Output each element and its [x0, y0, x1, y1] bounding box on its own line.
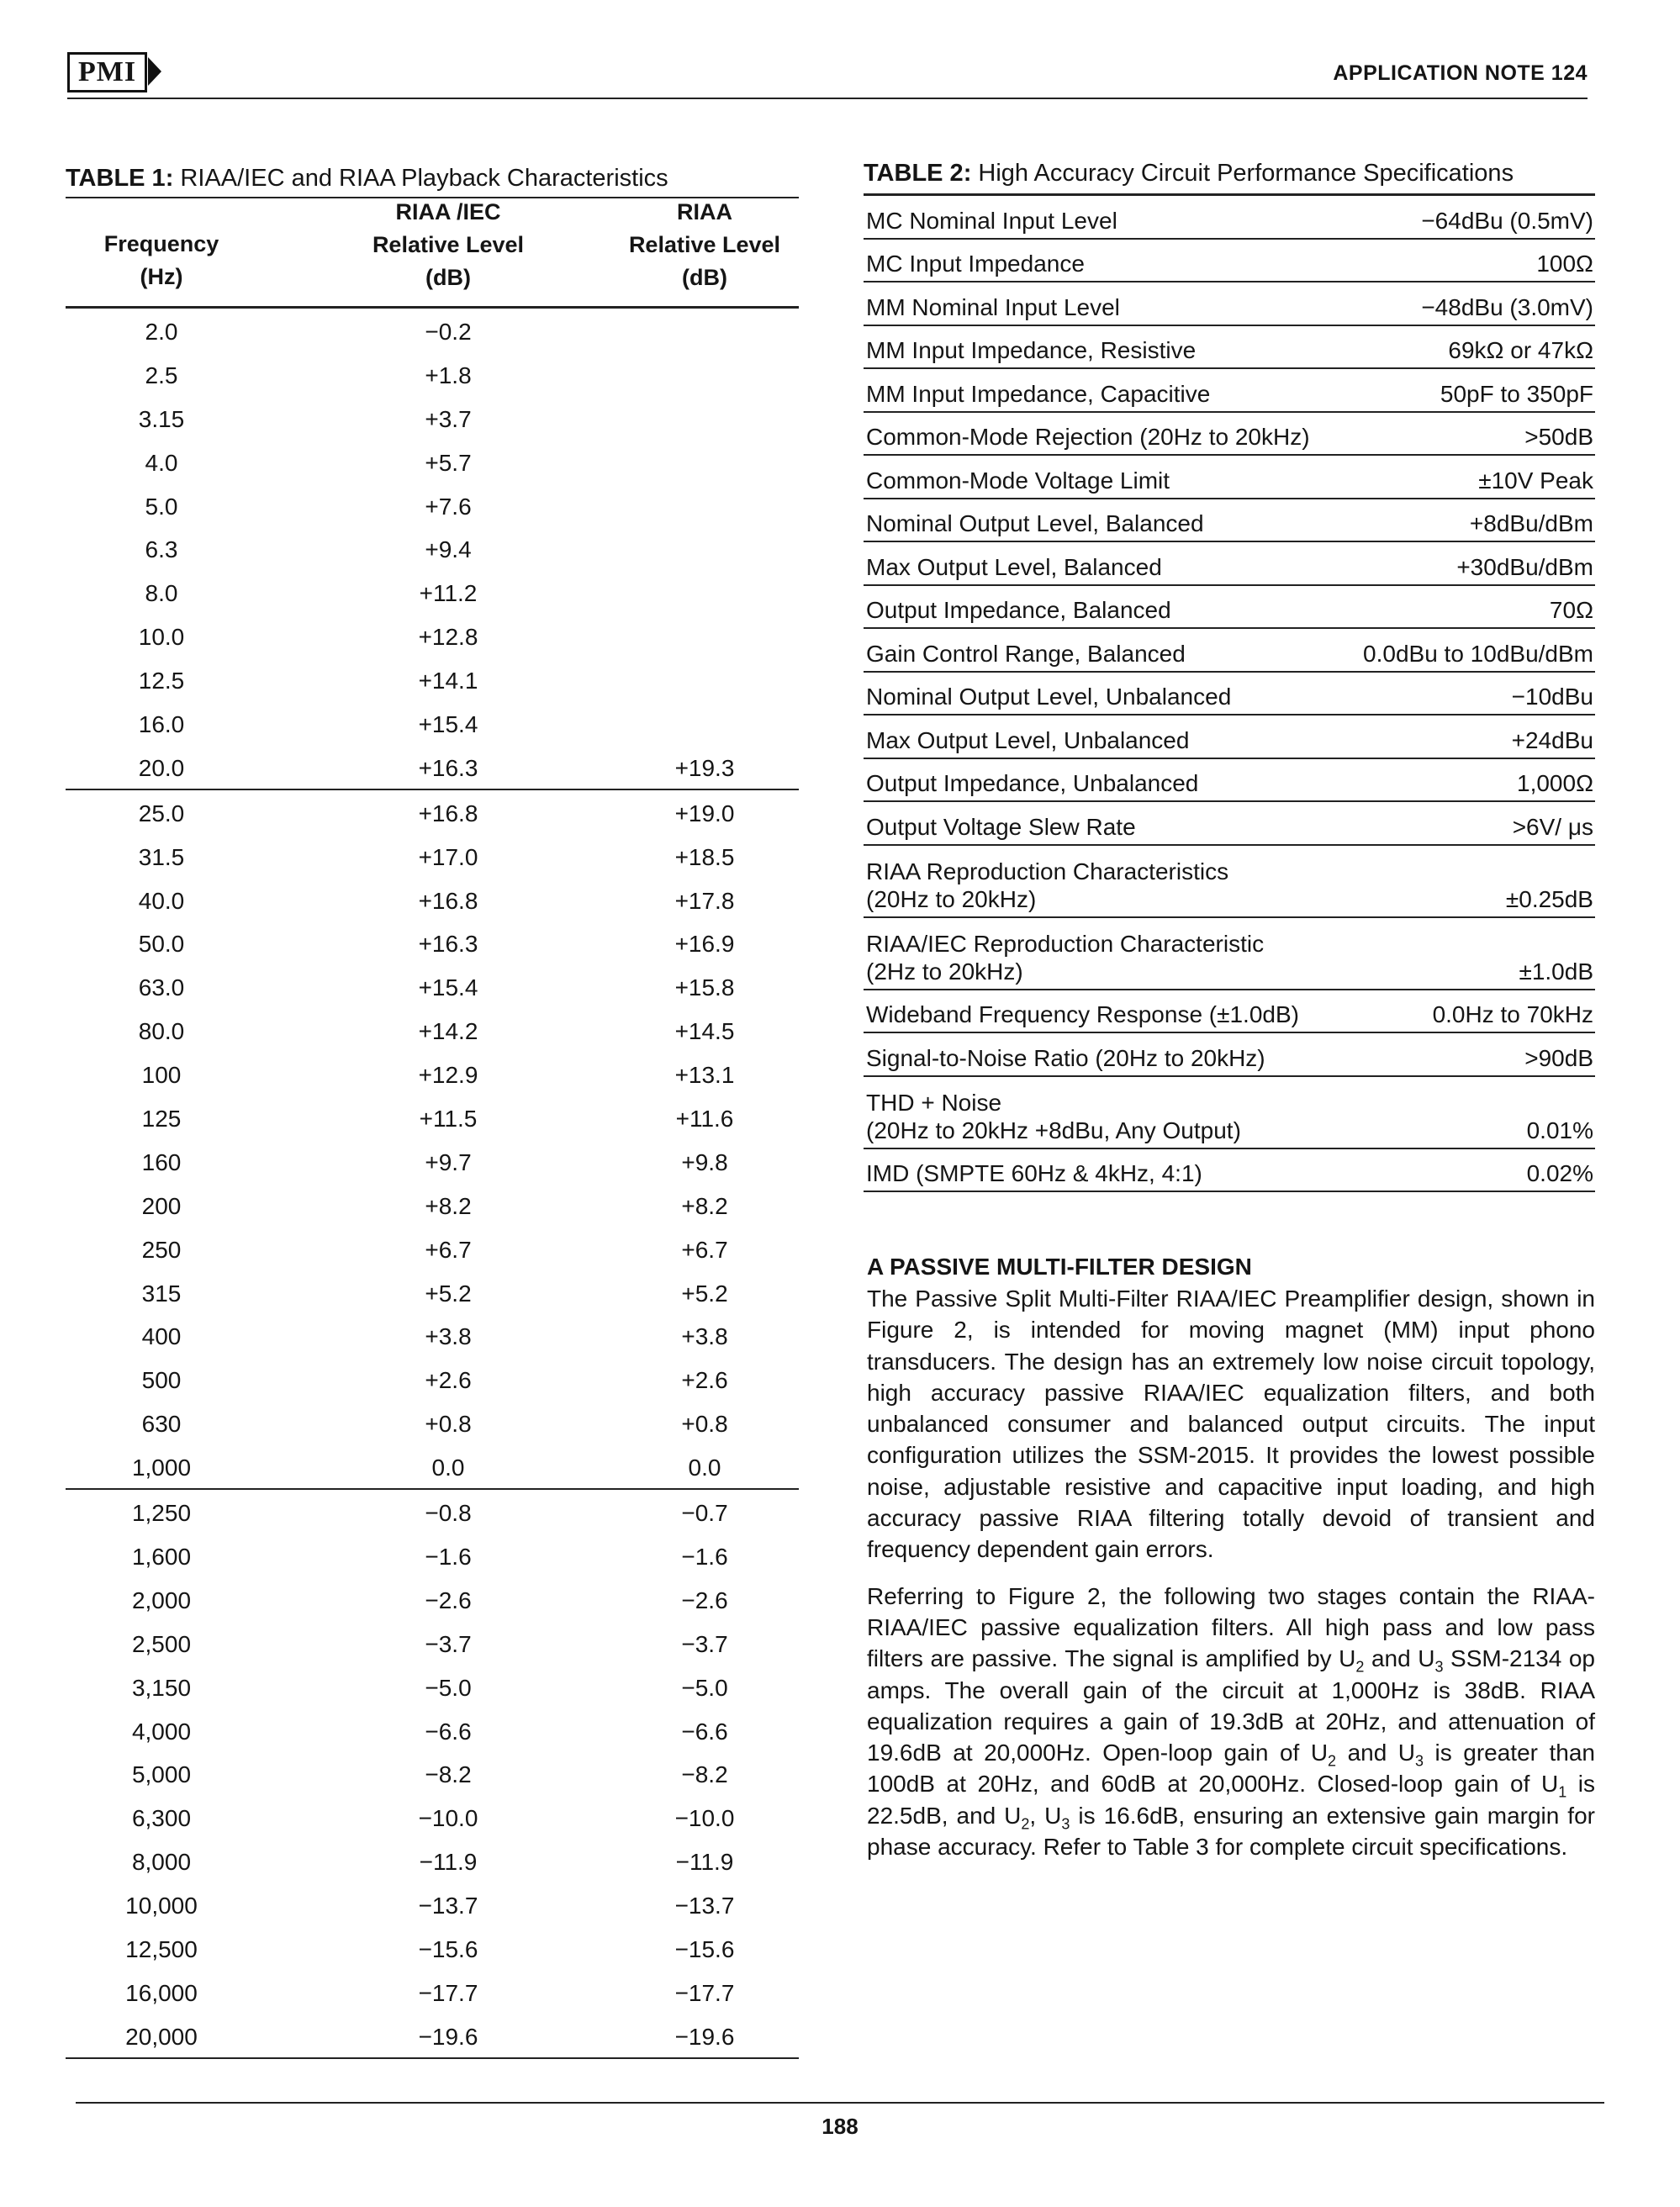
spec-label-line2: (20Hz to 20kHz)	[866, 885, 1037, 912]
spec-label-line1: MM Input Impedance, Capacitive	[866, 380, 1211, 407]
cell-riaa: +19.0	[674, 800, 735, 826]
spec-row	[864, 240, 1595, 283]
table-row	[66, 396, 799, 440]
spec-row	[864, 542, 1595, 586]
cell-frequency: 2,500	[131, 1630, 192, 1657]
cell-riaa-iec: +5.7	[425, 449, 472, 476]
cell-frequency: 200	[141, 1192, 182, 1219]
cell-frequency: 1,250	[131, 1500, 192, 1527]
cell-riaa-iec: −6.6	[425, 1718, 472, 1745]
table-row	[66, 701, 799, 745]
cell-frequency: 8.0	[145, 580, 178, 607]
cell-riaa-iec: +5.2	[425, 1280, 472, 1307]
spec-row	[864, 499, 1595, 543]
cell-frequency: 125	[141, 1106, 182, 1133]
spec-row	[864, 1033, 1595, 1077]
cell-riaa: −13.7	[674, 1893, 735, 1919]
spec-row	[864, 326, 1595, 370]
cell-riaa-iec: +9.4	[425, 536, 472, 563]
cell-frequency: 16.0	[138, 711, 185, 738]
cell-riaa-iec: +1.8	[425, 362, 472, 388]
spec-row	[864, 759, 1595, 803]
spec-row	[864, 846, 1595, 918]
cell-riaa-iec: +3.7	[425, 405, 472, 432]
table-row	[66, 570, 799, 614]
cell-frequency: 3.15	[138, 405, 185, 432]
spec-row	[864, 990, 1595, 1034]
cell-riaa-iec: +15.4	[418, 974, 478, 1001]
cell-frequency: 16,000	[125, 1979, 198, 2006]
cell-frequency: 80.0	[138, 1018, 185, 1045]
cell-riaa: +14.5	[674, 1018, 735, 1045]
cell-riaa: +6.7	[681, 1236, 728, 1263]
cell-riaa-iec: +17.0	[418, 843, 478, 870]
table-row	[66, 309, 799, 352]
page-number: 188	[822, 2114, 858, 2139]
paragraph-2: Referring to Figure 2, the following two stages contain the RIAA-RIAA/IEC passive equalization filters. All high pass and low pass filters are passive. The signal is amplified by $U_2$ and $U_3$ SSM-2134 op amps. The overall gain of the circuit at 1,000Hz is 38dB. RIAA equalization requires a gain of 19.3dB at 20Hz, and attenuation of 19.6dB at 20,000Hz. Open-loop gain of $U_2$ and $U_3$ is greater than 100dB at 20Hz, and 60dB at 20,000Hz. Closed-loop gain of $U_1$ is 22.5dB, and $U_2$, $U_3$ is 16.6dB, ensuring an extensive gain margin for phase accuracy. Refer to Table 3 for complete circuit specifications.	[867, 1582, 1595, 1861]
table-row	[66, 1926, 799, 1970]
cell-riaa: −17.7	[674, 1979, 735, 2006]
spec-row	[864, 1077, 1595, 1149]
spec-row	[864, 802, 1595, 846]
table-2-caption	[864, 155, 1595, 196]
table-1-header	[66, 197, 799, 309]
spec-row	[864, 918, 1595, 990]
table-row	[66, 1970, 799, 2014]
cell-riaa: −11.9	[675, 1849, 734, 1876]
table-row	[66, 1577, 799, 1621]
table-row	[66, 1444, 799, 1490]
table-row	[66, 1751, 799, 1795]
cell-riaa: −5.0	[681, 1674, 728, 1701]
cell-riaa-iec: −17.7	[418, 1979, 478, 2006]
cell-riaa-iec: 0.0	[431, 1455, 465, 1481]
cell-riaa-iec: +16.3	[418, 754, 478, 781]
cell-frequency: 250	[141, 1236, 182, 1263]
cell-frequency: 1,600	[131, 1543, 192, 1570]
table-row	[66, 745, 799, 790]
spec-label-line1: Max Output Level, Unbalanced	[866, 726, 1190, 753]
header-frequency	[66, 228, 257, 293]
spec-label	[866, 769, 1198, 797]
table-row	[66, 790, 799, 834]
footer-rule	[76, 2102, 1604, 2104]
cell-riaa: −8.2	[681, 1761, 728, 1788]
cell-frequency: 1,000	[131, 1455, 192, 1481]
cell-riaa-iec: +16.8	[418, 800, 478, 826]
cell-riaa: −15.6	[674, 1935, 735, 1962]
table-row	[66, 1052, 799, 1096]
spec-label	[866, 930, 1264, 985]
cell-riaa-iec: +8.2	[425, 1192, 472, 1219]
table-row	[66, 1882, 799, 1926]
spec-label-line1: MC Nominal Input Level	[866, 207, 1117, 234]
spec-value: ±0.25dB	[1505, 885, 1593, 912]
cell-frequency: 31.5	[138, 843, 185, 870]
table-row	[66, 964, 799, 1008]
spec-label	[866, 1159, 1202, 1187]
spec-row	[864, 456, 1595, 499]
cell-frequency: 500	[141, 1367, 182, 1394]
spec-row	[864, 196, 1595, 240]
cell-riaa-iec: −1.6	[425, 1543, 472, 1570]
cell-frequency: 4.0	[145, 449, 178, 476]
cell-riaa: +3.8	[681, 1323, 728, 1350]
spec-value: >6V/ μs	[1512, 813, 1593, 840]
cell-riaa: +15.8	[674, 974, 735, 1001]
spec-label-line1: Output Impedance, Balanced	[866, 597, 1171, 623]
spec-label-line1: Nominal Output Level, Unbalanced	[866, 684, 1232, 710]
cell-riaa-iec: +9.7	[425, 1148, 472, 1175]
table-row	[66, 526, 799, 570]
spec-row	[864, 715, 1595, 759]
spec-label	[866, 683, 1231, 710]
spec-label-line1: Nominal Output Level, Balanced	[866, 510, 1204, 536]
table-row	[66, 657, 799, 701]
spec-row	[864, 369, 1595, 413]
cell-riaa-iec: −0.8	[425, 1500, 472, 1527]
spec-label	[866, 596, 1171, 624]
table-1-body	[66, 309, 799, 2059]
spec-row	[864, 673, 1595, 716]
spec-value: 50pF to 350pF	[1440, 380, 1593, 407]
cell-frequency: 20,000	[125, 2023, 198, 2050]
cell-riaa: +9.8	[681, 1148, 728, 1175]
cell-riaa-iec: +2.6	[425, 1367, 472, 1394]
spec-label-line1: Wideband Frequency Response (±1.0dB)	[866, 1001, 1299, 1027]
cell-frequency: 630	[141, 1411, 182, 1438]
table-row	[66, 1401, 799, 1444]
cell-riaa: +13.1	[674, 1062, 735, 1089]
header-riaa-iec-line3: (dB)	[425, 265, 471, 290]
table-2-body	[864, 196, 1595, 1192]
spec-value: 100Ω	[1536, 251, 1593, 277]
table-2-caption-text: High Accuracy Circuit Performance Specifications	[978, 160, 1514, 187]
spec-label-line2: (2Hz to 20kHz)	[866, 958, 1023, 985]
header-riaa-iec-line2: Relative Level	[372, 232, 525, 257]
spec-label-line1: Output Voltage Slew Rate	[866, 813, 1136, 840]
spec-label-line1: MC Input Impedance	[866, 251, 1085, 277]
cell-riaa-iec: +0.8	[425, 1411, 472, 1438]
cell-frequency: 315	[141, 1280, 182, 1307]
spec-label	[866, 467, 1170, 494]
cell-riaa-iec: +12.9	[418, 1062, 478, 1089]
spec-label	[866, 336, 1196, 364]
spec-value: 0.0Hz to 70kHz	[1432, 1001, 1593, 1027]
spec-label	[866, 1089, 1241, 1144]
spec-row	[864, 586, 1595, 630]
logo-text: PMI	[67, 52, 147, 92]
article-section	[867, 1251, 1595, 1877]
cell-riaa-iec: +11.2	[419, 580, 478, 607]
cell-riaa: +18.5	[674, 843, 735, 870]
table-1-caption	[66, 160, 799, 197]
cell-frequency: 2,000	[131, 1587, 192, 1613]
cell-riaa-iec: +11.5	[419, 1106, 478, 1133]
cell-riaa: +11.6	[675, 1106, 734, 1133]
spec-row	[864, 413, 1595, 457]
cell-frequency: 400	[141, 1323, 182, 1350]
cell-frequency: 160	[141, 1148, 182, 1175]
header-riaa-line1: RIAA	[677, 199, 732, 224]
cell-riaa: −6.6	[681, 1718, 728, 1745]
cell-frequency: 10,000	[125, 1893, 198, 1919]
cell-riaa: +16.9	[674, 931, 735, 958]
table-1-caption-number: TABLE 1:	[66, 165, 174, 192]
spec-label-line1: Signal-to-Noise Ratio (20Hz to 20kHz)	[866, 1044, 1265, 1071]
page-header	[67, 49, 1588, 99]
cell-frequency: 8,000	[131, 1849, 192, 1876]
spec-value: ±10V Peak	[1478, 467, 1593, 494]
cell-frequency: 50.0	[138, 931, 185, 958]
cell-riaa-iec: +14.1	[418, 668, 478, 694]
cell-frequency: 4,000	[131, 1718, 192, 1745]
cell-frequency: 20.0	[138, 754, 185, 781]
cell-frequency: 12,500	[125, 1935, 198, 1962]
spec-label-line1: Common-Mode Voltage Limit	[866, 467, 1170, 494]
logo-arrow-icon	[148, 57, 161, 86]
cell-frequency: 63.0	[138, 974, 185, 1001]
cell-riaa-iec: −10.0	[418, 1805, 478, 1832]
cell-riaa-iec: −8.2	[425, 1761, 472, 1788]
spec-value: +30dBu/dBm	[1456, 553, 1593, 580]
cell-frequency: 40.0	[138, 887, 185, 914]
table-row	[66, 1490, 799, 1534]
cell-riaa: −1.6	[681, 1543, 728, 1570]
table-row	[66, 1008, 799, 1052]
cell-frequency: 2.5	[145, 362, 178, 388]
table-row	[66, 352, 799, 396]
spec-label-line1: RIAA Reproduction Characteristics	[866, 858, 1229, 884]
spec-label-line1: Gain Control Range, Balanced	[866, 640, 1186, 667]
cell-frequency: 12.5	[138, 668, 185, 694]
cell-riaa-iec: +14.2	[418, 1018, 478, 1045]
cell-riaa: −2.6	[681, 1587, 728, 1613]
table-row	[66, 1270, 799, 1314]
cell-riaa: +5.2	[681, 1280, 728, 1307]
header-riaa-line2: Relative Level	[628, 232, 781, 257]
spec-value: +24dBu	[1511, 726, 1593, 753]
spec-value: 0.0dBu to 10dBu/dBm	[1363, 640, 1593, 667]
table-row	[66, 1313, 799, 1357]
spec-label-line1: Output Impedance, Unbalanced	[866, 770, 1199, 796]
header-riaa	[604, 196, 806, 294]
cell-frequency: 2.0	[145, 319, 178, 345]
cell-riaa-iec: +3.8	[425, 1323, 472, 1350]
spec-value: −64dBu (0.5mV)	[1421, 207, 1593, 234]
spec-label	[866, 423, 1310, 451]
header-frequency-line1: Frequency	[103, 231, 219, 256]
cell-frequency: 25.0	[138, 800, 185, 826]
table-1-caption-text: RIAA/IEC and RIAA Playback Characteristics	[180, 165, 668, 192]
table-row	[66, 1357, 799, 1401]
cell-frequency: 3,150	[131, 1674, 192, 1701]
table-row	[66, 1227, 799, 1270]
cell-riaa-iec: −15.6	[418, 1935, 478, 1962]
cell-riaa-iec: −13.7	[418, 1893, 478, 1919]
cell-riaa: +2.6	[681, 1367, 728, 1394]
table-row	[66, 1839, 799, 1882]
section-heading: A PASSIVE MULTI-FILTER DESIGN	[867, 1254, 1252, 1280]
cell-riaa: +17.8	[674, 887, 735, 914]
spec-row	[864, 1149, 1595, 1193]
cell-riaa-iec: −19.6	[418, 2023, 478, 2050]
spec-label	[866, 250, 1085, 277]
table-row	[66, 440, 799, 483]
spec-row	[864, 629, 1595, 673]
table-2-caption-number: TABLE 2:	[864, 160, 972, 187]
cell-riaa-iec: +16.3	[418, 931, 478, 958]
table-row	[66, 1534, 799, 1577]
cell-riaa-iec: +6.7	[425, 1236, 472, 1263]
spec-label	[866, 553, 1162, 581]
cell-frequency: 5,000	[131, 1761, 192, 1788]
spec-value: ±1.0dB	[1519, 958, 1593, 985]
spec-label-line1: RIAA/IEC Reproduction Characteristic	[866, 930, 1265, 957]
cell-riaa-iec: −0.2	[425, 319, 472, 345]
cell-riaa-iec: −5.0	[425, 1674, 472, 1701]
spec-label	[866, 510, 1204, 537]
table-row	[66, 1096, 799, 1139]
cell-riaa-iec: +7.6	[425, 493, 472, 520]
spec-label	[866, 1044, 1265, 1072]
table-row	[66, 1708, 799, 1752]
spec-label	[866, 207, 1117, 235]
spec-label	[866, 293, 1120, 321]
table-row	[66, 878, 799, 921]
spec-label-line1: IMD (SMPTE 60Hz & 4kHz, 4:1)	[866, 1160, 1202, 1186]
cell-riaa-iec: −11.9	[419, 1849, 478, 1876]
cell-riaa-iec: +15.4	[418, 711, 478, 738]
header-riaa-iec-line1: RIAA /IEC	[395, 199, 501, 224]
cell-riaa: +0.8	[681, 1411, 728, 1438]
spec-label	[866, 380, 1210, 408]
cell-riaa: −19.6	[674, 2023, 735, 2050]
spec-value: 70Ω	[1549, 597, 1593, 623]
spec-value: −10dBu	[1511, 684, 1593, 710]
spec-label	[866, 813, 1136, 841]
table-row	[66, 2014, 799, 2059]
cell-riaa: −0.7	[681, 1500, 728, 1527]
spec-value: >50dB	[1524, 424, 1593, 450]
spec-label	[866, 640, 1186, 668]
spec-label-line1: MM Input Impedance, Resistive	[866, 337, 1197, 363]
table-1	[66, 160, 799, 2059]
table-row	[66, 614, 799, 657]
cell-riaa: −3.7	[681, 1630, 728, 1657]
cell-riaa-iec: −3.7	[425, 1630, 472, 1657]
pmi-logo	[67, 52, 147, 92]
cell-frequency: 6,300	[131, 1805, 192, 1832]
spec-row	[864, 282, 1595, 326]
cell-riaa-iec: +16.8	[418, 887, 478, 914]
spec-value: 0.01%	[1526, 1117, 1593, 1143]
cell-frequency: 6.3	[145, 536, 178, 563]
application-note-label: APPLICATION NOTE 124	[1333, 61, 1588, 85]
spec-value: 69kΩ or 47kΩ	[1448, 337, 1593, 363]
spec-label-line2: (20Hz to 20kHz +8dBu, Any Output)	[866, 1117, 1241, 1143]
header-riaa-line3: (dB)	[682, 265, 727, 290]
table-row	[66, 921, 799, 964]
table-row	[66, 1621, 799, 1665]
cell-frequency: 10.0	[138, 624, 185, 651]
cell-riaa: +19.3	[674, 754, 735, 781]
cell-frequency: 100	[141, 1062, 182, 1089]
table-row	[66, 1183, 799, 1227]
cell-riaa-iec: +12.8	[418, 624, 478, 651]
table-row	[66, 1665, 799, 1708]
spec-value: +8dBu/dBm	[1469, 510, 1593, 536]
spec-label-line1: Common-Mode Rejection (20Hz to 20kHz)	[866, 424, 1310, 450]
spec-label	[866, 1001, 1299, 1028]
spec-value: −48dBu (3.0mV)	[1421, 293, 1593, 320]
spec-label-line1: THD + Noise	[866, 1089, 1002, 1116]
table-2	[864, 155, 1595, 1192]
spec-label-line1: Max Output Level, Balanced	[866, 553, 1162, 580]
table-row	[66, 834, 799, 878]
header-riaa-iec	[322, 196, 574, 294]
table-row	[66, 1795, 799, 1839]
cell-frequency: 5.0	[145, 493, 178, 520]
spec-label	[866, 858, 1228, 913]
cell-riaa-iec: −2.6	[425, 1587, 472, 1613]
spec-value: 1,000Ω	[1517, 770, 1593, 796]
cell-riaa: −10.0	[674, 1805, 735, 1832]
cell-riaa: 0.0	[688, 1455, 721, 1481]
table-row	[66, 483, 799, 527]
paragraph-1: The Passive Split Multi-Filter RIAA/IEC Preamplifier design, shown in Figure 2, is intended for moving magnet (MM) input phono transducers. The design has an extremely low noise circuit topology, high accuracy passive RIAA/IEC equalization filters, and both unbalanced consumer and balanced output circuits. The input configuration utilizes the SSM-2015. It provides the lowest possible noise, adjustable resistive and capacitive input loading, and high accuracy passive RIAA filtering totally devoid of transient and frequency dependent gain errors.	[867, 1286, 1595, 1563]
spec-value: >90dB	[1524, 1044, 1593, 1071]
spec-label	[866, 726, 1189, 754]
spec-value: 0.02%	[1526, 1160, 1593, 1186]
table-row	[66, 1139, 799, 1183]
spec-label-line1: MM Nominal Input Level	[866, 293, 1120, 320]
header-frequency-line2: (Hz)	[140, 264, 183, 289]
cell-riaa: +8.2	[681, 1192, 728, 1219]
